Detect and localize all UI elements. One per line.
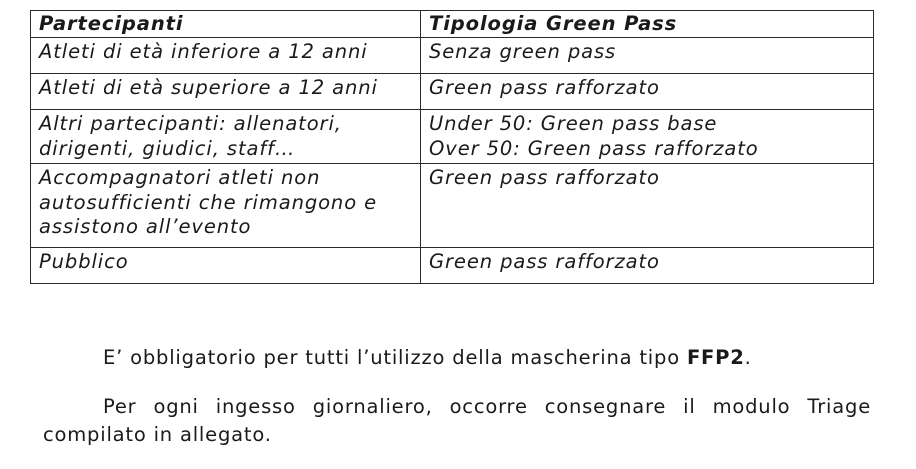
cell-partecipanti: Atleti di età inferiore a 12 anni <box>31 38 421 74</box>
table-row <box>31 38 874 74</box>
table-row <box>31 248 874 284</box>
mask-type-ffp2: FFP2 <box>686 346 745 369</box>
cell-partecipanti: Pubblico <box>31 248 421 284</box>
mask-requirement-text: E’ obbligatorio per tutti l’utilizzo della mascherina tipo <box>103 346 687 369</box>
header-partecipanti: Partecipanti <box>31 11 421 38</box>
cell-partecipanti: Altri partecipanti: allenatori, dirigenti, giudici, staff… <box>31 110 421 164</box>
mask-requirement-paragraph <box>43 344 871 372</box>
table-header-row <box>31 11 874 38</box>
cell-green-pass: Under 50: Green pass base Over 50: Green pass rafforzato <box>421 110 874 164</box>
mask-requirement-period: . <box>744 346 752 369</box>
table-row <box>31 74 874 110</box>
cell-green-pass: Green pass rafforzato <box>421 248 874 284</box>
cell-partecipanti: Accompagnatori atleti non autosufficienti che rimangono e assistono all’evento <box>31 164 421 248</box>
header-tipologia-green-pass: Tipologia Green Pass <box>421 11 874 38</box>
cell-green-pass: Green pass rafforzato <box>421 164 874 248</box>
cell-green-pass: Green pass rafforzato <box>421 74 874 110</box>
table-row <box>31 110 874 164</box>
green-pass-table <box>30 10 874 284</box>
triage-form-paragraph: Per ogni ingesso giornaliero, occorre consegnare il modulo Triage compilato in allegato. <box>43 395 871 446</box>
cell-partecipanti: Atleti di età superiore a 12 anni <box>31 74 421 110</box>
cell-green-pass: Senza green pass <box>421 38 874 74</box>
table-row <box>31 164 874 248</box>
